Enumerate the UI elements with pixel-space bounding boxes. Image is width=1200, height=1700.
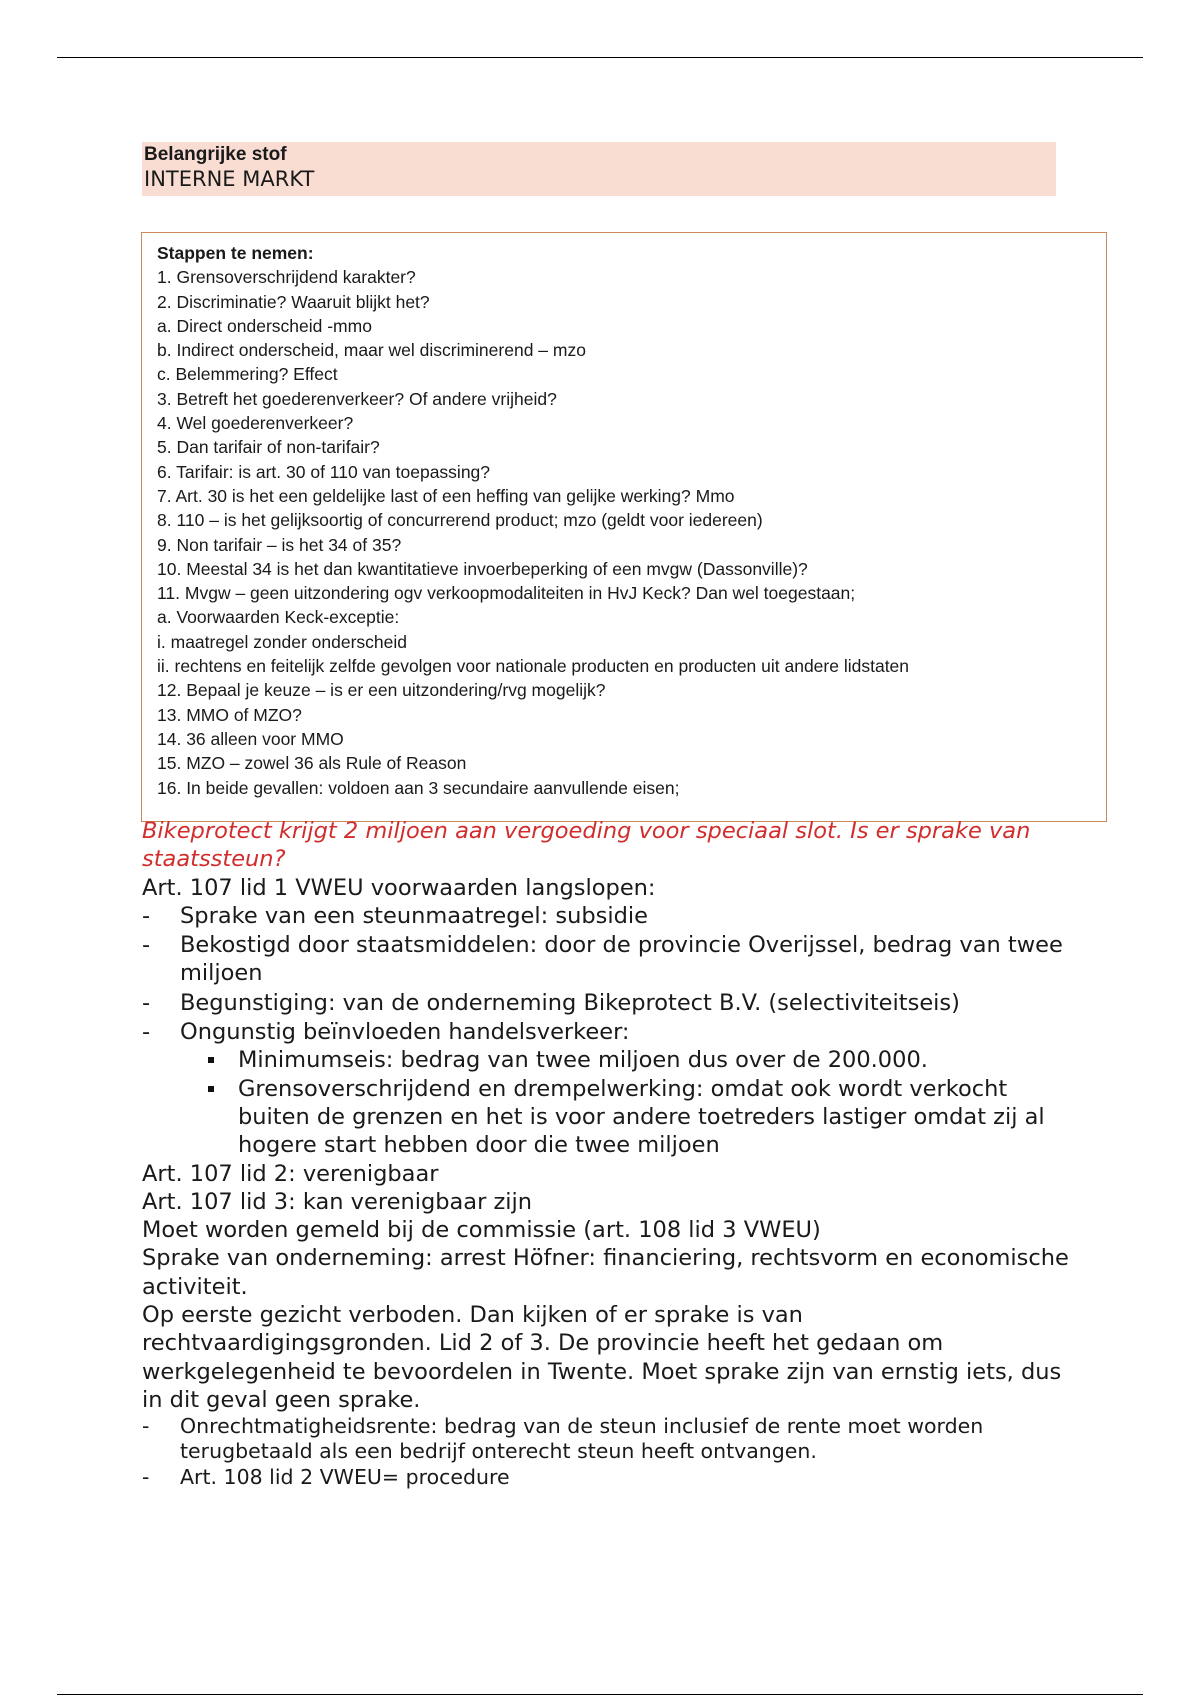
- paragraph: Sprake van onderneming: arrest Höfner: financiering, rechtsvorm en economische activiteit.: [142, 1245, 1069, 1300]
- condition-item: [142, 902, 1082, 930]
- step-item: ii. rechtens en feitelijk zelfde gevolgen voor nationale producten en producten uit andere lidstaten: [157, 656, 910, 677]
- dash-marker: -: [142, 902, 151, 929]
- note-item: [142, 1414, 1082, 1464]
- case-question: Bikeprotect krijgt 2 miljoen aan vergoeding voor speciaal slot. Is er sprake van staatssteun?: [142, 818, 1031, 873]
- step-item: 6. Tarifair: is art. 30 of 110 van toepassing?: [157, 461, 491, 482]
- steps-box: [141, 232, 1107, 822]
- square-bullet-icon: [208, 1057, 214, 1063]
- paragraph: Art. 107 lid 2: verenigbaar: [142, 1160, 439, 1187]
- paragraph: Op eerste gezicht verboden. Dan kijken of er sprake is van rechtvaardigingsgronden. Lid 2 of 3. De provincie heeft het gedaan om werkgelegenheid te bevoordelen in Twente. Moet sprake zijn van ernstig iets, dus in dit geval geen sprake.: [142, 1302, 1062, 1413]
- paragraph: Art. 107 lid 3: kan verenigbaar zijn: [142, 1188, 533, 1215]
- step-item: 7. Art. 30 is het een geldelijke last of een heffing van gelijke werking? Mmo: [157, 485, 735, 506]
- step-item: 4. Wel goederenverkeer?: [157, 413, 354, 434]
- header-title: INTERNE MARKT: [144, 167, 315, 191]
- condition-text: Begunstiging: van de onderneming Bikeprotect B.V. (selectiviteitseis): [180, 989, 960, 1016]
- note-item: [142, 1465, 1082, 1490]
- step-item: 9. Non tarifair – is het 34 of 35?: [157, 534, 402, 555]
- step-item: i. maatregel zonder onderscheid: [157, 631, 408, 652]
- notes-list: [142, 1414, 1082, 1490]
- case-content: [142, 817, 1082, 1490]
- conditions-list: [142, 902, 1082, 1046]
- step-item: 8. 110 – is het gelijksoortig of concurrerend product; mzo (geldt voor iedereen): [157, 510, 763, 531]
- top-rule: [57, 57, 1143, 58]
- step-item: 5. Dan tarifair of non-tarifair?: [157, 437, 380, 458]
- step-item: 1. Grensoverschrijdend karakter?: [157, 267, 416, 288]
- condition-text: Bekostigd door staatsmiddelen: door de provincie Overijssel, bedrag van twee miljoen: [180, 932, 1063, 987]
- case-intro: Art. 107 lid 1 VWEU voorwaarden langslopen:: [142, 874, 656, 901]
- bottom-rule: [57, 1694, 1143, 1695]
- sub-conditions-list: [208, 1046, 1082, 1159]
- step-item: 12. Bepaal je keuze – is er een uitzondering/rvg mogelijk?: [157, 680, 606, 701]
- sub-condition-text: Minimumseis: bedrag van twee miljoen dus over de 200.000.: [238, 1047, 928, 1074]
- step-item: b. Indirect onderscheid, maar wel discriminerend – mzo: [157, 340, 586, 361]
- step-item: 13. MMO of MZO?: [157, 704, 302, 725]
- step-item: 3. Betreft het goederenverkeer? Of andere vrijheid?: [157, 388, 557, 409]
- condition-text: Sprake van een steunmaatregel: subsidie: [180, 902, 648, 929]
- section-header: [142, 142, 1056, 196]
- paragraph: Moet worden gemeld bij de commissie (art. 108 lid 3 VWEU): [142, 1217, 821, 1244]
- square-bullet-icon: [208, 1086, 214, 1092]
- condition-item: [142, 989, 1082, 1017]
- step-item: 11. Mvgw – geen uitzondering ogv verkoopmodaliteiten in HvJ Keck? Dan wel toegestaan;: [157, 583, 856, 604]
- condition-text: Ongunstig beïnvloeden handelsverkeer:: [180, 1019, 630, 1046]
- note-text: Onrechtmatigheidsrente: bedrag van de steun inclusief de rente moet worden terugbetaald als een bedrijf onterecht steun heeft ontvangen.: [180, 1414, 984, 1464]
- note-text: Art. 108 lid 2 VWEU= procedure: [180, 1465, 510, 1490]
- step-item: 2. Discriminatie? Waaruit blijkt het?: [157, 291, 430, 312]
- dash-marker: -: [142, 1019, 151, 1046]
- step-item: a. Direct onderscheid -mmo: [157, 315, 372, 336]
- step-item: 10. Meestal 34 is het dan kwantitatieve invoerbeperking of een mvgw (Dassonville)?: [157, 558, 808, 579]
- dash-marker: -: [142, 1414, 150, 1439]
- steps-title: Stappen te nemen:: [157, 243, 314, 263]
- condition-item: [142, 1018, 1082, 1046]
- step-item: 16. In beide gevallen: voldoen aan 3 secundaire aanvullende eisen;: [157, 777, 680, 798]
- dash-marker: -: [142, 1465, 150, 1490]
- sub-condition-item: [208, 1075, 1082, 1160]
- sub-condition-item: [208, 1046, 1082, 1074]
- condition-item: [142, 931, 1082, 988]
- step-item: a. Voorwaarden Keck-exceptie:: [157, 607, 400, 628]
- step-item: 15. MZO – zowel 36 als Rule of Reason: [157, 753, 467, 774]
- sub-condition-text: Grensoverschrijdend en drempelwerking: omdat ook wordt verkocht buiten de grenzen en het is voor andere toetreders lastiger omdat zij al hogere start hebben door die twee miljoen: [238, 1075, 1045, 1159]
- dash-marker: -: [142, 989, 151, 1016]
- dash-marker: -: [142, 932, 151, 959]
- step-item: c. Belemmering? Effect: [157, 364, 338, 385]
- step-item: 14. 36 alleen voor MMO: [157, 728, 344, 749]
- header-subtitle: Belangrijke stof: [144, 144, 287, 165]
